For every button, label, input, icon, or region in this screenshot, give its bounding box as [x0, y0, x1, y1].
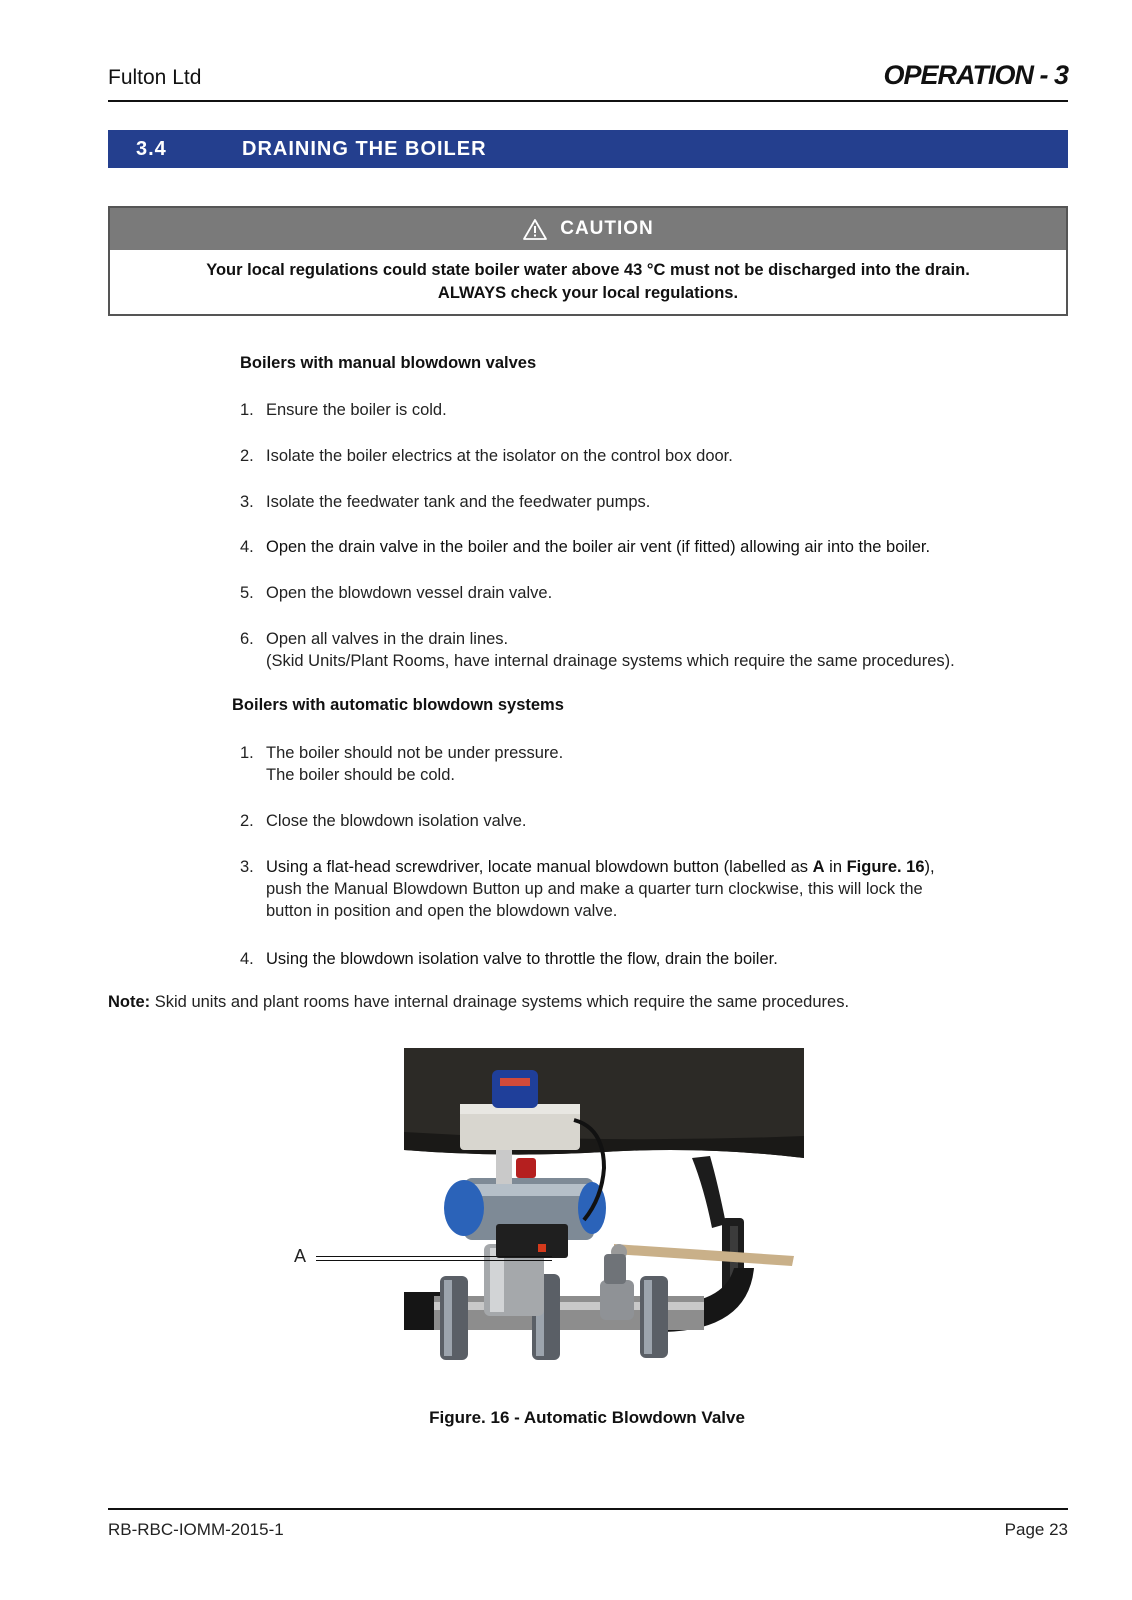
list-text-line-1: The boiler should not be under pressure.	[266, 744, 564, 762]
caution-title: CAUTION	[560, 218, 654, 239]
list-text	[266, 628, 1066, 672]
list-text-line-2: The boiler should be cold.	[266, 766, 455, 784]
figure-ref: Figure. 16	[846, 858, 925, 876]
list-text	[266, 856, 1066, 922]
list-number: 4.	[240, 950, 254, 968]
note-text: Skid units and plant rooms have internal drainage systems which require the same procedures.	[150, 993, 850, 1011]
caution-header	[110, 208, 1066, 250]
figure-label-a: A	[294, 1246, 307, 1266]
caution-line-1: Your local regulations could state boiler water above 43 °C must not be discharged into the drain.	[206, 261, 970, 279]
valve-photo	[404, 1048, 804, 1366]
list-number: 2.	[240, 447, 254, 465]
list-text: Ensure the boiler is cold.	[266, 401, 447, 419]
footer-rule	[108, 1508, 1068, 1510]
list-text: Open the drain valve in the boiler and the boiler air vent (if fitted) allowing air into the boiler.	[266, 538, 931, 556]
list-number: 1.	[240, 401, 254, 419]
header-rule	[108, 100, 1068, 102]
list-number: 2.	[240, 812, 254, 830]
list-text	[266, 742, 1066, 786]
list-text-line-1: Using a flat-head screwdriver, locate manual blowdown button (labelled as A in Figure. 16),	[266, 858, 935, 876]
list-number: 5.	[240, 584, 254, 602]
figure-label-ref: A	[812, 858, 825, 876]
footer-page-number: Page 23	[1004, 1520, 1068, 1539]
list-text-line-2: (Skid Units/Plant Rooms, have internal drainage systems which require the same procedures).	[266, 652, 955, 670]
section-heading-bar	[108, 130, 1068, 168]
warning-triangle-icon	[522, 218, 548, 241]
list-text-line-1: Open all valves in the drain lines.	[266, 630, 509, 648]
note	[108, 993, 849, 1012]
caution-box	[108, 206, 1068, 316]
list-text-line-2: push the Manual Blowdown Button up and make a quarter turn clockwise, this will lock the	[266, 880, 923, 898]
footer-document-id: RB-RBC-IOMM-2015-1	[108, 1520, 284, 1539]
list-number: 3.	[240, 858, 254, 876]
caution-line-2: ALWAYS check your local regulations.	[437, 284, 739, 302]
list-number: 3.	[240, 493, 254, 511]
automatic-heading: Boilers with automatic blowdown systems	[232, 696, 564, 714]
section-number: 3.4	[136, 138, 167, 160]
list-text: Using the blowdown isolation valve to throttle the flow, drain the boiler.	[266, 950, 778, 968]
label-leader-line	[316, 1256, 552, 1261]
header-company: Fulton Ltd	[108, 66, 202, 89]
list-number: 4.	[240, 538, 254, 556]
list-text: Isolate the boiler electrics at the isolator on the control box door.	[266, 447, 733, 465]
list-text: Open the blowdown vessel drain valve.	[266, 584, 553, 602]
list-text: Isolate the feedwater tank and the feedwater pumps.	[266, 493, 651, 511]
note-label: Note:	[108, 993, 151, 1011]
caution-body	[110, 250, 1066, 305]
manual-heading: Boilers with manual blowdown valves	[240, 354, 537, 372]
header-section-title: OPERATION - 3	[883, 60, 1068, 90]
list-text: Close the blowdown isolation valve.	[266, 812, 527, 830]
list-number: 1.	[240, 744, 254, 762]
list-text-line-3: button in position and open the blowdown valve.	[266, 902, 618, 920]
section-title: DRAINING THE BOILER	[242, 138, 487, 160]
figure-caption: Figure. 16 - Automatic Blowdown Valve	[429, 1408, 745, 1427]
list-number: 6.	[240, 630, 254, 648]
